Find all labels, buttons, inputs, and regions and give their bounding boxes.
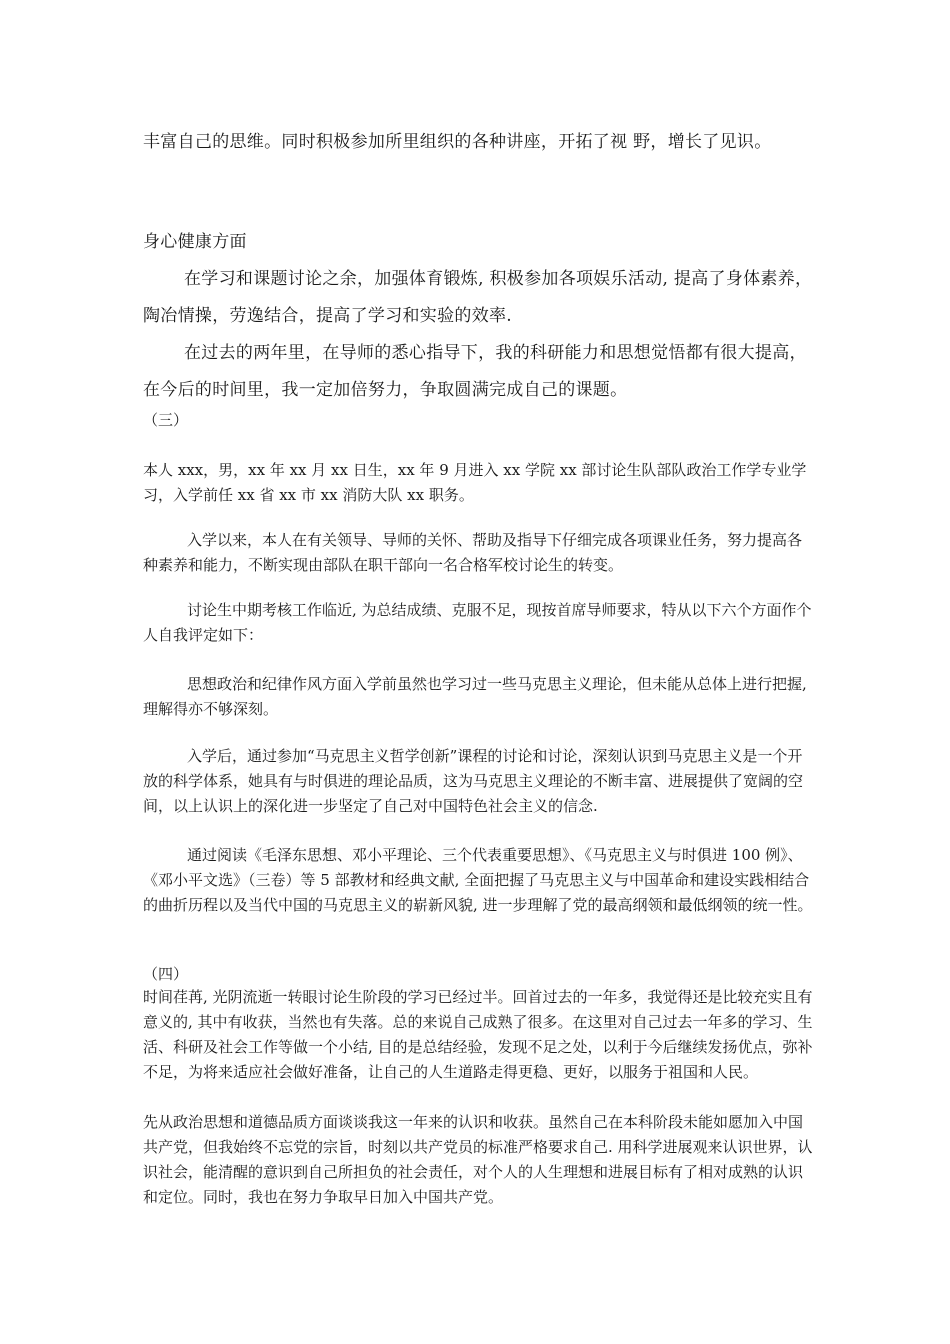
- section-marker-four: （四）: [143, 965, 189, 983]
- paragraph-after-enrollment: 入学后，通过参加“马克思主义哲学创新”课程的讨论和讨论，深刻认识到马克思主义是一个开放的科学体系，她具有与时俱进的理论品质，这为马克思主义理论的不断丰富、进展提供了宽阔的空间，以上认识上的深化进一步坚定了自己对中国特色社会主义的信念.: [143, 747, 804, 815]
- paragraph-midterm: 讨论生中期考核工作临近, 为总结成绩、克服不足，现按首席导师要求，特从以下六个方面作个人自我评定如下：: [143, 601, 812, 644]
- paragraph-political-thought: 先从政治思想和道德品质方面谈谈我这一年来的认识和收获。虽然自己在本科阶段未能如愿加入中国共产党，但我始终不忘党的宗旨，时刻以共产党员的标准严格要求自己. 用科学进展观来认识世界，认识社会，能清醒的意识到自己所担负的社会责任，对个人的人生理想和进展目标有了相对成熟的认识和定位。同时，我也在努力争取早日加入中国共产党。: [143, 1113, 813, 1206]
- paragraph-reading: 通过阅读《毛泽东思想、邓小平理论、三个代表重要思想》、《马克思主义与时俱进 100 例》、《邓小平文选》（三卷）等 5 部教材和经典文献, 全面把握了马克思主义与中国革命和建设实践相结合的曲折历程以及当代中国的马克思主义的崭新风貌, 进一步理解了党的最高纲领和最低纲领的统一性。: [143, 846, 813, 914]
- paragraph-politics: 思想政治和纪律作风方面入学前虽然也学习过一些马克思主义理论，但未能从总体上进行把握, 理解得亦不够深刻。: [143, 675, 807, 718]
- section-marker-three: （三）: [143, 411, 189, 429]
- paragraph-summary: 在过去的两年里，在导师的悉心指导下，我的科研能力和思想觉悟都有很大提高，在今后的时间里，我一定加倍努力，争取圆满完成自己的课题。: [143, 343, 807, 400]
- paragraph-time: 时间荏苒, 光阴流逝一转眼讨论生阶段的学习已经过半。回首过去的一年多，我觉得还是比较充实且有意义的, 其中有收获，当然也有失落。总的来说自己成熟了很多。在这里对自己过去一年多的学习、生活、科研及社会工作等做一个小结, 目的是总结经验，发现不足之处，以利于今后继续发扬优点，弥补不足，为将来适应社会做好准备，让自己的人生道路走得更稳、更好，以服务于祖国和人民。: [143, 988, 813, 1081]
- section-heading-health: 身心健康方面: [143, 232, 247, 252]
- paragraph-since-enrollment: 入学以来，本人在有关领导、导师的关怀、帮助及指导下仔细完成各项课业任务，努力提高各种素养和能力，不断实现由部队在职干部向一名合格军校讨论生的转变。: [143, 531, 803, 574]
- paragraph-intro: 丰富自己的思维。同时积极参加所里组织的各种讲座，开拓了视 野，增长了见识。: [143, 132, 772, 152]
- paragraph-health: 在学习和课题讨论之余，加强体育锻炼, 积极参加各项娱乐活动, 提高了身体素养，陶冶情操，劳逸结合，提高了学习和实验的效率.: [143, 269, 813, 326]
- paragraph-self-intro: 本人 xxx，男，xx 年 xx 月 xx 日生，xx 年 9 月进入 xx 学院 xx 部讨论生队部队政治工作学专业学习，入学前任 xx 省 xx 市 xx 消防大队 xx 职务。: [143, 461, 807, 504]
